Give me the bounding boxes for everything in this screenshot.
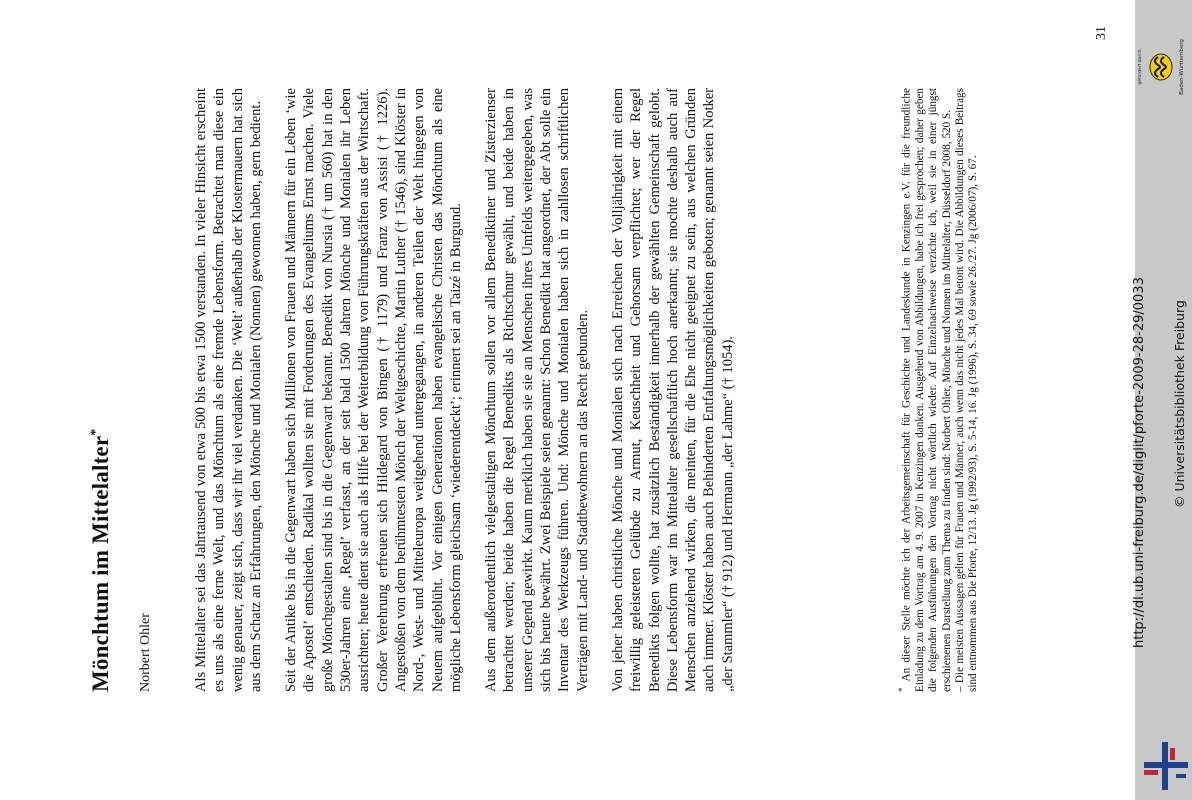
paragraph: Aus dem außerordentlich vielgestaltigen Mönchtum sollen vor allem Benediktiner und Zisterzienser betrachtet werden; beide haben die Regel Benedikts als Richtschnur gewählt, und beide haben in unserer Gegend gewirkt. Kaum merklich haben sie sie an Menschen ihres Umfelds weitergegeben, was sich bis heute bewährt. Zwei Beispiele seien genannt: Schon Benedikt hat angeordnet, der Abt solle ein Inventar des Werkzeugs führen. Und: Mönche und Monialen haben sich in zahllosen schriftlichen Verträgen mit Land- und Stadtbewohnern an das Recht gebunden. bbox=[483, 88, 591, 692]
paragraph: Als Mittelalter sei das Jahrtausend von etwa 500 bis etwa 1500 verstanden. In vieler Hinsicht erscheint es uns als eine ferne Welt, und das Mönchtum als eine fremde Lebensform. Betrachtet man diese ein wenig genauer, zeigt sich, dass wir ihr viel verdanken. Die ‘Welt’ außerhalb der Klostermauern hat sich aus dem Schatz an Erfahrungen, den Mönche und Monialen (Nonnen) gewonnen haben, gern bedient. bbox=[193, 88, 264, 692]
footnote-text: An dieser Stelle möchte ich der Arbeitsgemeinschaft für Geschichte und Landeskunde in Kenzingen e.V. für die freundliche Einladung zu dem Vortrag am 4. 9. 2007 in Kenzingen danken. Ausgehend von Abbildungen, habe ich frei gesprochen; daher geben die folgenden Ausführungen den Vortrag nicht wörtlich wieder. Auf Einzelnachweise verzichte ich, weil sie in einer jüngst erschienenen Darstellung zum Thema zu finden sind: Norbert Ohler, Mönche und Nonnen im Mittelalter, Düsseldorf 2008, 520 S. bbox=[900, 88, 953, 692]
svg-text:Baden-Württemberg: Baden-Württemberg bbox=[1179, 39, 1185, 95]
footnote bbox=[896, 88, 954, 692]
source-url-link[interactable]: http://dl.ub.uni-freiburg.de/diglit/pforte-2009-28-29/0033 bbox=[1132, 277, 1147, 648]
article-body bbox=[192, 88, 754, 692]
page-number: 31 bbox=[1094, 26, 1109, 40]
svg-text:gefördert durch: gefördert durch bbox=[1138, 49, 1143, 85]
footnote-mark: * bbox=[897, 687, 907, 692]
title-footnote-mark: * bbox=[88, 428, 104, 436]
paragraph: Von jeher haben christliche Mönche und Monialen sich nach Erreichen der Volljährigkeit mit einem freiwillig geleisteten Gelübde zu Armut, Keuschheit und Gehorsam verpflichtet; wer der Regel Benedikts folgen wollte, hat zusätzlich Beständigkeit innerhalb der gewählten Gemeinschaft gelobt. Diese Lebensform war im Mittelalter gesellschaftlich hoch anerkannt; sie mochte deshalb auch auf Menschen anziehend wirken, die meinten, für die Ehe nicht geeignet zu sein, aus welchen Gründen auch immer. Klöster haben auch Behinderten Entfaltungsmöglichkeiten geboten; genannt seien Notker „der Stammler“ († 912) und Hermann „der Lahme“ († 1054). bbox=[609, 88, 736, 692]
footnotes bbox=[896, 88, 981, 692]
paragraph: Seit der Antike bis in die Gegenwart haben sich Millionen von Frauen und Männern für ein Leben ‘wie die Apostel’ entschieden. Radikal wollten sie mit Forderungen des Evangeliums Ernst machen. Viele große Mönchgestalten sind bis in die Gegenwart bekannt. Benedikt von Nursia († um 560) hat in den 530er-Jahren eine ‚Regel’ verfasst, an der seit bald 1500 Jahren Mönche und Monialen ihr Leben ausrichten; heute dient sie auch als Hilfe bei der Weiterbildung von Führungskräften aus der Wirtschaft. Großer Verehrung erfreuen sich Hildegard von Bingen († 1179) und Franz von Assisi († 1226). Angestoßen von dem berühmtesten Mönch der Weltgeschichte, Martin Luther († 1546), sind Klöster in Nord-, West- und Mitteleuropa weitgehend untergegangen, in anderen Teilen der Welt hingegen von Neuem aufgeblüht. Vor einigen Generationen haben evangelische Christen das Mönchtum als eine mögliche Lebensform gleichsam ‘wiederentdeckt’; erinnert sei an Taizé in Burgund. bbox=[283, 88, 464, 692]
university-library-logo bbox=[1140, 738, 1192, 794]
footnote: – Die meisten Aussagen gelten für Frauen und Männer, auch wenn das nicht jedes Mal betont wird. Die Abbildungen dieses Beitrags sind entnommen aus Die Pforte, 12/13. Jg (1992/93), S. 5-14, 16. Jg (1996), S. 34, 69 sowie 26./27. Jg (2006/07), S. 67. bbox=[953, 88, 980, 692]
copyright-notice: © Universitätsbibliothek Freiburg bbox=[1172, 300, 1187, 508]
author: Norbert Ohler bbox=[138, 613, 153, 692]
page-title bbox=[88, 92, 114, 692]
title-text: Mönchtum im Mittelalter bbox=[88, 435, 113, 692]
